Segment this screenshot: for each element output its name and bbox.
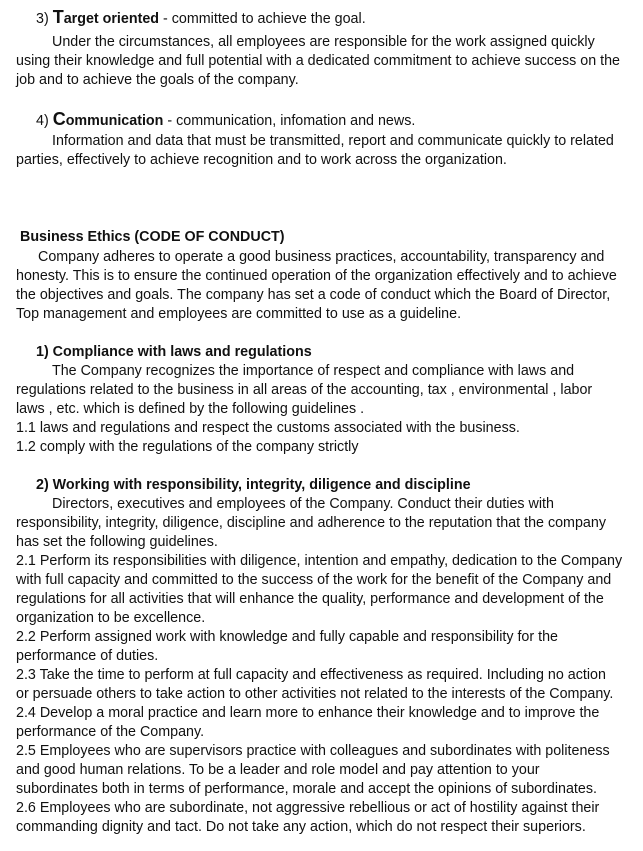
paragraph-line: Top management and employees are committed to use as a guideline. xyxy=(16,306,462,322)
paragraph-line: performance of duties. xyxy=(16,648,159,664)
item-number: 4) xyxy=(36,113,49,129)
guideline-item: 1.1 laws and regulations and respect the customs associated with the business. xyxy=(16,420,520,436)
guideline-item: 2.5 Employees who are supervisors practice with colleagues and subordinates with politeness xyxy=(16,743,610,759)
heading-initial: T xyxy=(52,7,64,27)
working-heading: 2) Working with responsibility, integrity, diligence and discipline xyxy=(36,477,471,493)
paragraph-line: honesty. This is to ensure the continued operation of the organization effectively and to achieve xyxy=(16,268,617,284)
paragraph-line: or persuade others to take action to other activities not related to the interests of the Company. xyxy=(16,686,614,702)
guideline-item: 2.4 Develop a moral practice and learn more to enhance their knowledge and to improve the xyxy=(16,705,600,721)
paragraph-line: Under the circumstances, all employees are responsible for the work assigned quickly xyxy=(52,34,595,50)
paragraph-line: laws , etc. which is defined by the following guidelines . xyxy=(16,401,365,417)
guideline-item: 2.3 Take the time to perform at full capacity and effectiveness as required. Including no action xyxy=(16,667,606,683)
paragraph-line: with full capacity and committed to the success of the work for the benefit of the Company and xyxy=(16,572,612,588)
paragraph-line: using their knowledge and full potential with a dedicated commitment to achieve success on the xyxy=(16,53,620,69)
guideline-item: 1.2 comply with the regulations of the company strictly xyxy=(16,439,359,455)
paragraph-line: parties, effectively to achieve recognition and to work across the organization. xyxy=(16,152,507,168)
guideline-item: 2.2 Perform assigned work with knowledge and fully capable and responsibility for the xyxy=(16,629,558,645)
paragraph-line: and good human relations. To be a leader and role model and pay attention to your xyxy=(16,762,540,778)
paragraph-line: responsibility, integrity, diligence, discipline and adherence to the reputation that the company xyxy=(16,515,606,531)
business-ethics-heading: Business Ethics (CODE OF CONDUCT) xyxy=(20,229,285,245)
heading-title: ommunication xyxy=(65,113,164,129)
heading-subtitle: - committed to achieve the goal. xyxy=(159,11,366,27)
paragraph-line: organization to be excellence. xyxy=(16,610,206,626)
paragraph-line: Information and data that must be transmitted, report and communicate quickly to related xyxy=(52,133,614,149)
paragraph-line: has set the following guidelines. xyxy=(16,534,218,550)
heading-subtitle: - communication, infomation and news. xyxy=(163,113,416,129)
item-number: 3) xyxy=(36,11,49,27)
paragraph-line: regulations related to the business in all areas of the accounting, tax , environmental , labor xyxy=(16,382,593,398)
communication-heading xyxy=(36,110,415,131)
paragraph-line: regulations for all activities that will enhance the quality, performance and development of the xyxy=(16,591,604,607)
compliance-heading: 1) Compliance with laws and regulations xyxy=(36,344,312,360)
guideline-item: 2.6 Employees who are subordinate, not aggressive rebellious or act of hostility against their xyxy=(16,800,600,816)
heading-title: arget oriented xyxy=(63,11,160,27)
paragraph-line: subordinates both in terms of performance, morale and accept the opinions of subordinates. xyxy=(16,781,597,797)
paragraph-line: The Company recognizes the importance of respect and compliance with laws and xyxy=(52,363,575,379)
paragraph-line: Directors, executives and employees of the Company. Conduct their duties with xyxy=(52,496,554,512)
paragraph-line: job and to achieve the goals of the company. xyxy=(16,72,299,88)
paragraph-line: Company adheres to operate a good business practices, accountability, transparency and xyxy=(38,249,605,265)
paragraph-line: the objectives and goals. The company has set a code of conduct which the Board of Director, xyxy=(16,287,611,303)
paragraph-line: performance of the Company. xyxy=(16,724,205,740)
target-oriented-heading xyxy=(36,8,366,29)
guideline-item: 2.1 Perform its responsibilities with diligence, intention and empathy, dedication to the Company xyxy=(16,553,623,569)
heading-initial: C xyxy=(52,109,66,129)
paragraph-line: commanding dignity and tact. Do not take any action, which do not respect their superiors. xyxy=(16,819,586,835)
